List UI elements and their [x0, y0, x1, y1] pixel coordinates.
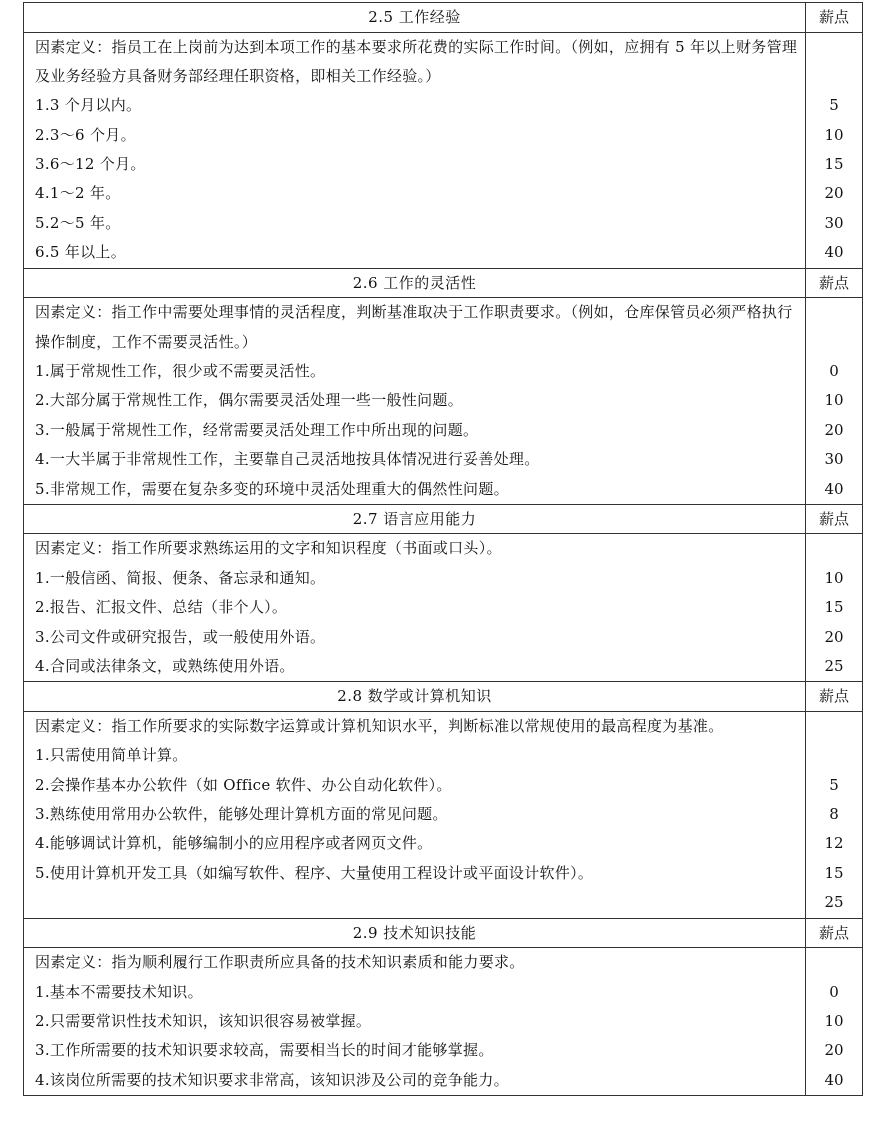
level-points: 20 — [824, 627, 844, 646]
level-description: 5.非常规工作，需要在复杂多变的环境中灵活处理重大的偶然性问题。 — [35, 479, 509, 498]
level-description: 1.基本不需要技术知识。 — [35, 982, 203, 1001]
level-points: 0 — [829, 361, 839, 380]
factor-definition: 因素定义：指工作所要求熟练运用的文字和知识程度（书面或口头）。 — [35, 539, 502, 558]
section-title: 2.7 语言应用能力 — [24, 504, 806, 534]
level-description: 3.工作所需要的技术知识要求较高，需要相当长的时间才能够掌握。 — [35, 1041, 494, 1060]
level-points: 20 — [824, 1041, 844, 1060]
factor-table — [23, 2, 863, 1096]
points-column-header: 薪点 — [806, 504, 863, 534]
level-description: 2.3～6 个月。 — [35, 125, 136, 144]
section-points-cell — [806, 948, 863, 1096]
level-points: 15 — [824, 155, 844, 174]
level-points: 0 — [829, 982, 839, 1001]
level-description: 1.一般信函、简报、便条、备忘录和通知。 — [35, 568, 326, 587]
level-description: 1.属于常规性工作，很少或不需要灵活性。 — [35, 361, 326, 380]
section-points-cell — [806, 711, 863, 918]
section-body-row — [24, 948, 863, 1096]
factor-definition: 因素定义：指为顺利履行工作职责所应具备的技术知识素质和能力要求。 — [35, 953, 525, 972]
level-description: 4.1～2 年。 — [35, 184, 121, 203]
level-points: 10 — [824, 1011, 844, 1030]
level-points: 8 — [829, 805, 839, 824]
level-description: 2.大部分属于常规性工作，偶尔需要灵活处理一些一般性问题。 — [35, 391, 464, 410]
level-description: 2.只需要常识性技术知识，该知识很容易被掌握。 — [35, 1011, 372, 1030]
level-description: 4.能够调试计算机，能够编制小的应用程序或者网页文件。 — [35, 834, 433, 853]
level-points: 30 — [824, 213, 844, 232]
factor-definition: 因素定义：指员工在上岗前为达到本项工作的基本要求所花费的实际工作时间。（例如，应拥有 5 年以上财务管理及业务经验方具备财务部经理任职资格，即相关工作经验。） — [35, 37, 798, 85]
level-description: 5.2～5 年。 — [35, 213, 121, 232]
level-points: 40 — [824, 1070, 844, 1089]
section-body-row — [24, 534, 863, 682]
section-header-row — [24, 918, 863, 948]
level-description: 3.公司文件或研究报告，或一般使用外语。 — [35, 627, 326, 646]
section-title: 2.8 数学或计算机知识 — [24, 682, 806, 712]
level-description: 4.一大半属于非常规性工作，主要靠自己灵活地按具体情况进行妥善处理。 — [35, 450, 540, 469]
level-points: 30 — [824, 450, 844, 469]
level-description: 3.一般属于常规性工作，经常需要灵活处理工作中所出现的问题。 — [35, 420, 479, 439]
section-header-row — [24, 268, 863, 298]
section-header-row — [24, 3, 863, 33]
section-points-cell — [806, 298, 863, 505]
points-spacer — [806, 534, 862, 563]
section-content-cell — [24, 948, 806, 1096]
level-points: 20 — [824, 420, 844, 439]
section-content-cell — [24, 298, 806, 505]
section-body-row — [24, 32, 863, 268]
level-description: 3.6～12 个月。 — [35, 155, 146, 174]
level-description: 1.3 个月以内。 — [35, 96, 142, 115]
points-spacer — [806, 328, 862, 357]
level-points: 5 — [829, 775, 839, 794]
section-body-row — [24, 711, 863, 918]
section-header-row — [24, 682, 863, 712]
level-description: 5.使用计算机开发工具（如编写软件、程序、大量使用工程设计或平面设计软件）。 — [35, 863, 594, 882]
points-spacer — [806, 712, 862, 741]
level-points: 15 — [824, 598, 844, 617]
section-header-row — [24, 504, 863, 534]
level-points: 15 — [824, 863, 844, 882]
section-content-cell — [24, 711, 806, 918]
points-column-header: 薪点 — [806, 268, 863, 298]
level-points: 40 — [824, 479, 844, 498]
level-description: 3.熟练使用常用办公软件，能够处理计算机方面的常见问题。 — [35, 805, 448, 824]
section-content-cell — [24, 534, 806, 682]
level-points: 10 — [824, 568, 844, 587]
level-points: 10 — [824, 125, 844, 144]
points-column-header: 薪点 — [806, 918, 863, 948]
level-description: 4.该岗位所需要的技术知识要求非常高，该知识涉及公司的竞争能力。 — [35, 1070, 509, 1089]
level-points: 25 — [824, 893, 844, 912]
points-column-header: 薪点 — [806, 3, 863, 33]
points-spacer — [806, 33, 862, 62]
section-title: 2.9 技术知识技能 — [24, 918, 806, 948]
section-body-row — [24, 298, 863, 505]
level-points: 20 — [824, 184, 844, 203]
points-spacer — [806, 741, 862, 770]
level-points: 12 — [824, 834, 844, 853]
points-spacer — [806, 948, 862, 977]
level-description: 1.只需使用简单计算。 — [35, 746, 188, 765]
section-content-cell — [24, 32, 806, 268]
points-spacer — [806, 62, 862, 91]
level-points: 25 — [824, 656, 844, 675]
level-description: 2.会操作基本办公软件（如 Office 软件、办公自动化软件）。 — [35, 775, 452, 794]
level-description: 2.报告、汇报文件、总结（非个人）。 — [35, 598, 288, 617]
factor-definition: 因素定义：指工作所要求的实际数字运算或计算机知识水平，判断标准以常规使用的最高程度为基准。 — [35, 716, 724, 735]
factor-table-document — [23, 2, 862, 1096]
level-description: 4.合同或法律条文，或熟练使用外语。 — [35, 657, 295, 675]
section-title: 2.6 工作的灵活性 — [24, 268, 806, 298]
section-points-cell — [806, 534, 863, 682]
points-spacer — [806, 298, 862, 327]
section-points-cell — [806, 32, 863, 268]
section-title: 2.5 工作经验 — [24, 3, 806, 33]
level-points: 10 — [824, 391, 844, 410]
level-description: 6.5 年以上。 — [35, 243, 127, 262]
points-column-header: 薪点 — [806, 682, 863, 712]
level-points: 5 — [829, 96, 839, 115]
level-points: 40 — [824, 243, 844, 262]
factor-definition: 因素定义：指工作中需要处理事情的灵活程度，判断基准取决于工作职责要求。（例如，仓库保管员必须严格执行操作制度，工作不需要灵活性。） — [35, 303, 793, 351]
